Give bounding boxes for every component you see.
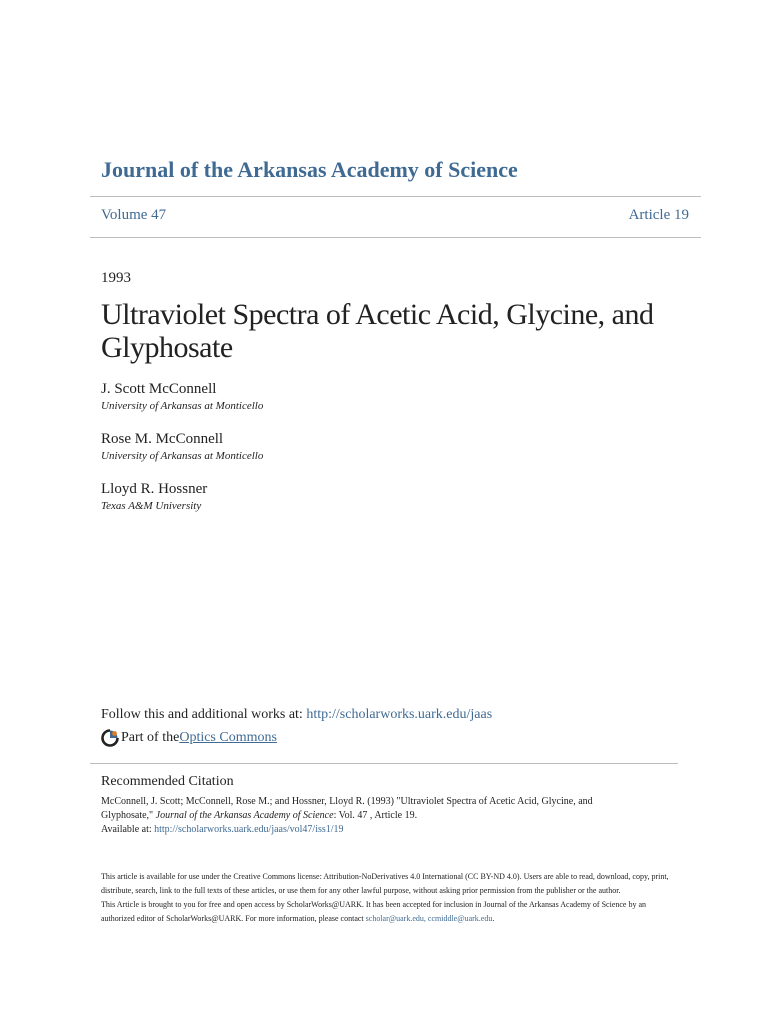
part-of-text: Part of the: [121, 730, 180, 745]
header-top-rule: [90, 196, 701, 197]
license-text: [101, 870, 681, 926]
author-name-link[interactable]: J. Scott McConnell: [101, 381, 217, 397]
author-name-link[interactable]: Lloyd R. Hossner: [101, 481, 208, 497]
citation-line: McConnell, J. Scott; McConnell, Rose M.; and Hossner, Lloyd R. (1993) "Ultraviolet Spectra of Acetic Acid, Glycine, and: [101, 796, 593, 807]
follow-text: Follow this and additional works at:: [101, 707, 307, 722]
paper-title: Ultraviolet Spectra of Acetic Acid, Glycine, and Glyphosate: [101, 298, 654, 364]
volume-link[interactable]: Volume 47: [101, 207, 167, 223]
access-text-end: .: [492, 914, 495, 923]
journal-title-link[interactable]: Journal of the Arkansas Academy of Science: [101, 157, 518, 182]
author-affiliation: Texas A&M University: [101, 500, 202, 512]
author-name-link[interactable]: Rose M. McConnell: [101, 431, 224, 447]
recommended-citation-heading: Recommended Citation: [101, 774, 234, 789]
access-paragraph: [101, 898, 681, 926]
access-text: This Article is brought to you for free and open access by ScholarWorks@UARK. It has been accepted for inclusion in Journal of the Arkansas Academy of Science by an authorized editor of ScholarWorks@UARK. For more information, please contact: [101, 900, 647, 923]
author-block: [101, 430, 263, 464]
part-of-line: [101, 729, 277, 747]
publication-year: 1993: [101, 270, 131, 286]
article-link[interactable]: Article 19: [628, 207, 689, 223]
citation-line: [101, 823, 641, 837]
optics-commons-link[interactable]: Optics Commons: [179, 730, 277, 745]
author-block: [101, 480, 207, 514]
citation-rule: [90, 763, 678, 764]
citation-journal: Journal of the Arkansas Academy of Science: [155, 810, 334, 821]
available-label: Available at:: [101, 824, 155, 835]
citation-text: [101, 795, 641, 837]
citation-line: [101, 809, 641, 823]
author-affiliation: University of Arkansas at Monticello: [101, 400, 264, 412]
header-bottom-rule: [90, 237, 701, 238]
follow-url-link[interactable]: http://scholarworks.uark.edu/jaas: [306, 707, 493, 722]
license-paragraph: This article is available for use under the Creative Commons license: Attribution-NoDerivatives 4.0 International (CC BY-ND 4.0). Users are able to read, download, copy, print, distribute, search, link to the full texts of these articles, or use them for any other lawful purpose, without asking prior permission from the publisher or the author.: [101, 872, 669, 895]
author-block: [101, 380, 263, 414]
author-affiliation: University of Arkansas at Monticello: [101, 450, 264, 462]
follow-line: [101, 707, 492, 723]
contact-emails-link[interactable]: scholar@uark.edu, ccmiddle@uark.edu: [365, 914, 493, 923]
bepress-commons-icon: [101, 729, 119, 747]
available-url-link[interactable]: http://scholarworks.uark.edu/jaas/vol47/iss1/19: [154, 824, 344, 835]
citation-line-part: Glyphosate,": [101, 810, 156, 821]
citation-line-part: : Vol. 47 , Article 19.: [333, 810, 418, 821]
